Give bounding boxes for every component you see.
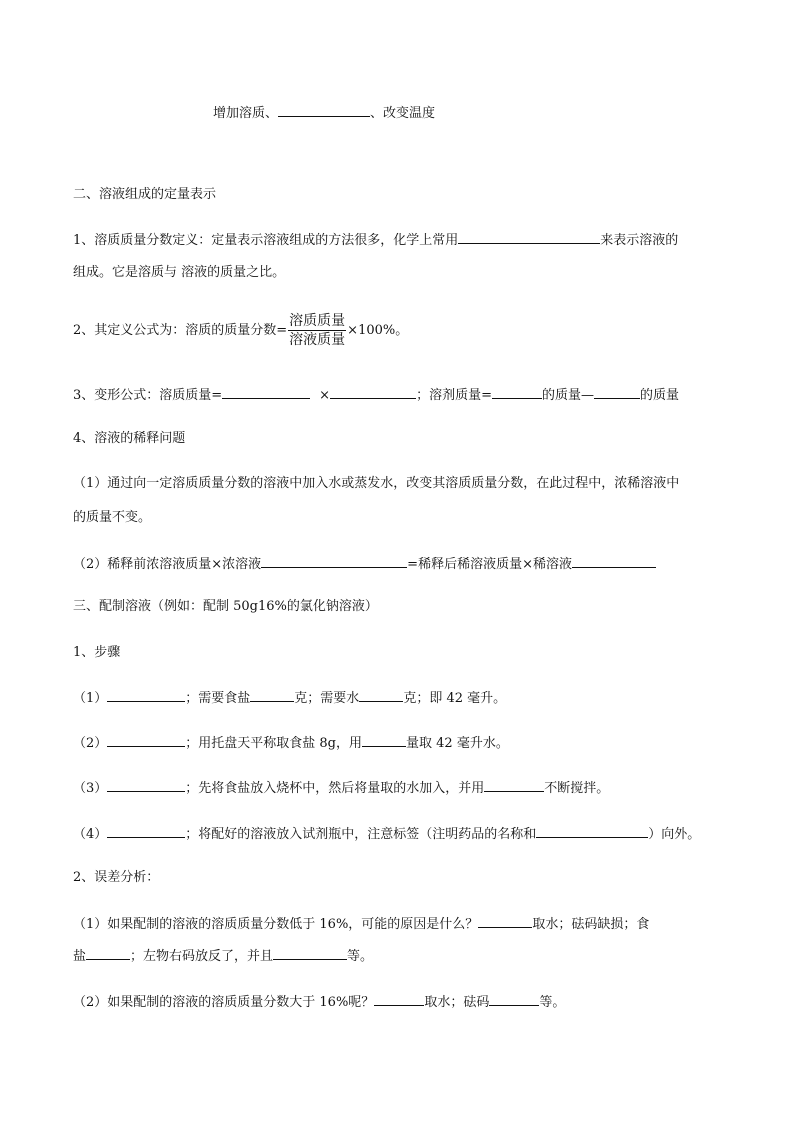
answer-blank[interactable] (572, 555, 656, 568)
text: ；用托盘天平称取食盐 8g，用 (185, 736, 363, 751)
answer-blank[interactable] (362, 734, 406, 747)
text: ）向外。 (648, 827, 701, 842)
fraction-numerator: 溶质质量 (289, 313, 346, 329)
fraction-denominator: 溶液质量 (289, 332, 346, 348)
answer-blank[interactable] (107, 734, 185, 747)
text: 不断搅拌。 (544, 781, 610, 796)
text: ；需要食盐 (185, 691, 251, 706)
item-3-line (73, 386, 679, 404)
text: 1、溶质质量分数定义：定量表示溶液组成的方法很多，化学上常用 (73, 233, 459, 248)
answer-blank[interactable] (86, 947, 130, 960)
text: ；将配好的溶液放入试剂瓶中，注意标签（注明药品的名称和 (185, 827, 537, 842)
item-1-line-1 (73, 231, 678, 249)
answer-blank[interactable] (261, 555, 407, 568)
answer-blank[interactable] (489, 993, 539, 1006)
text: （2）稀释前浓溶液质量×浓溶液 (73, 557, 262, 572)
text: ×100%。 (347, 323, 409, 338)
text: （2）如果配制的溶液的溶质质量分数大于 16%呢？ (73, 995, 375, 1010)
text: 取水；砝码缺损；食 (532, 917, 650, 932)
text: 克；即 42 毫升。 (403, 691, 507, 706)
text: 的质量— (541, 388, 594, 403)
answer-blank[interactable] (594, 386, 640, 399)
item-2-formula (73, 311, 408, 351)
steps-heading: 1、步骤 (73, 645, 121, 660)
text: 量取 42 毫升水。 (406, 736, 509, 751)
item-1-line-2: 组成。它是溶质与 溶液的质量之比。 (73, 265, 286, 280)
text: 的质量 (640, 388, 680, 403)
error-q2 (73, 993, 565, 1011)
text: （4） (73, 827, 108, 842)
section-3-heading: 三、配制溶液（例如：配制 50g16%的氯化钠溶液） (73, 599, 378, 614)
fraction (288, 312, 346, 349)
error-q1-line-1 (73, 915, 649, 933)
item-4-para-1-line-1: （1）通过向一定溶质质量分数的溶液中加入水或蒸发水，改变其溶质质量分数，在此过程中，浓稀溶液中 (73, 476, 680, 491)
answer-blank[interactable] (478, 915, 532, 928)
step-4 (73, 825, 700, 843)
answer-blank[interactable] (222, 386, 310, 399)
step-3 (73, 779, 609, 797)
answer-blank[interactable] (458, 231, 600, 244)
error-analysis-heading: 2、误差分析： (73, 870, 160, 885)
answer-blank[interactable] (374, 993, 424, 1006)
step-2 (73, 734, 509, 752)
answer-blank[interactable] (107, 825, 185, 838)
text: ；溶剂质量= (416, 388, 492, 403)
answer-blank[interactable] (536, 825, 648, 838)
text: 、改变温度 (370, 106, 436, 121)
fill-line-increase-solute (213, 104, 435, 122)
item-4-para-2 (73, 555, 656, 573)
text: 等。 (539, 995, 566, 1010)
text: 取水；砝码 (424, 995, 490, 1010)
answer-blank[interactable] (107, 779, 185, 792)
text: 增加溶质、 (213, 106, 279, 121)
answer-blank[interactable] (250, 689, 294, 702)
text: （3） (73, 781, 108, 796)
text: =稀释后稀溶液质量×稀溶液 (407, 557, 572, 572)
text: 等。 (347, 949, 374, 964)
item-4-para-1-line-2: 的质量不变。 (73, 510, 152, 525)
text: ；先将食盐放入烧杯中，然后将量取的水加入，并用 (185, 781, 485, 796)
text: 克；需要水 (294, 691, 360, 706)
section-2-heading: 二、溶液组成的定量表示 (73, 187, 217, 202)
answer-blank[interactable] (359, 689, 403, 702)
step-1 (73, 689, 506, 707)
text: 来表示溶液的 (600, 233, 679, 248)
text: 3、变形公式：溶质质量= (73, 388, 223, 403)
text: （1） (73, 691, 108, 706)
answer-blank[interactable] (273, 947, 347, 960)
answer-blank[interactable] (484, 779, 544, 792)
text: ；左物右码放反了，并且 (130, 949, 274, 964)
text: （1）如果配制的溶液的溶质质量分数低于 16%，可能的原因是什么？ (73, 917, 479, 932)
answer-blank[interactable] (278, 104, 370, 117)
error-q1-line-2 (73, 947, 373, 965)
text: × (319, 388, 331, 403)
answer-blank[interactable] (330, 386, 416, 399)
answer-blank[interactable] (107, 689, 185, 702)
text: 盐 (73, 949, 87, 964)
item-4-heading: 4、溶液的稀释问题 (73, 431, 186, 446)
text: 2、其定义公式为：溶质的质量分数= (73, 323, 288, 338)
answer-blank[interactable] (492, 386, 542, 399)
text: （2） (73, 736, 108, 751)
